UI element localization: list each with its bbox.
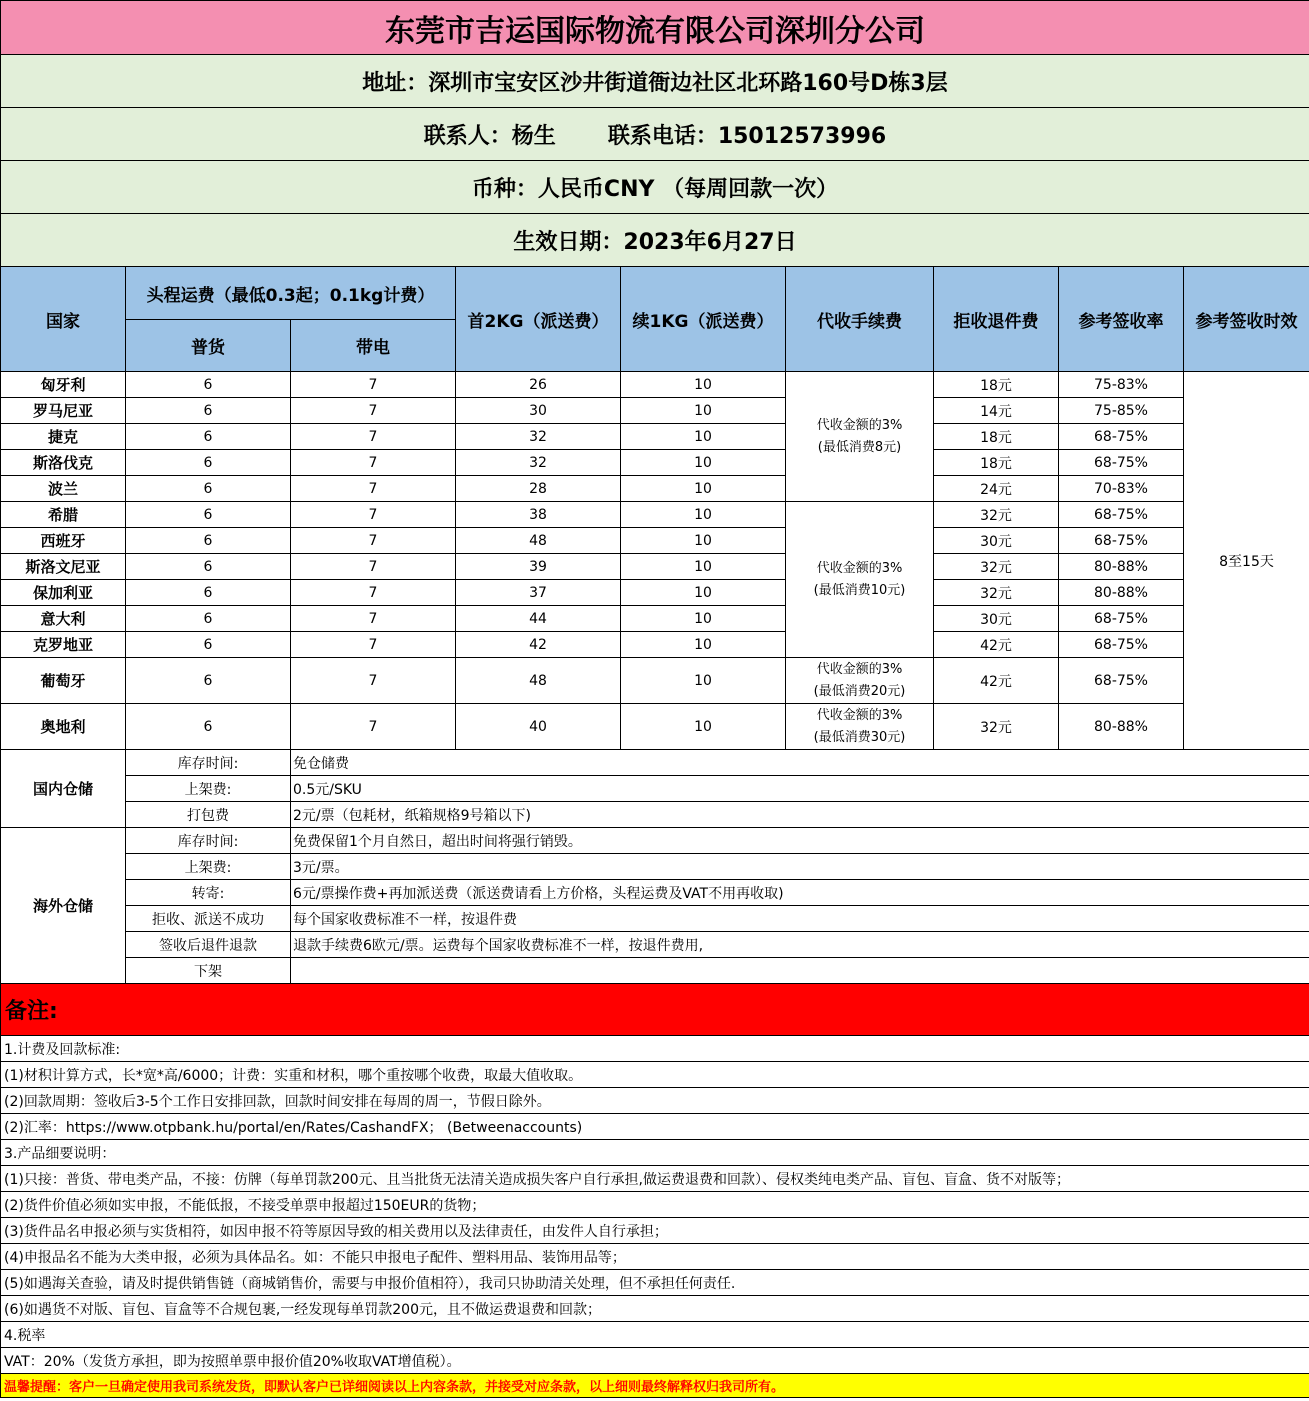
battery-cell: 7 [291, 704, 456, 750]
country-cell: 保加利亚 [1, 580, 126, 606]
return-fee-cell: 42元 [934, 658, 1059, 704]
price-row [1, 554, 1309, 580]
col-extra1kg: 续1KG（派送费） [621, 267, 786, 372]
note-line: VAT：20%（发货方承担，即为按照单票申报价值20%收取VAT增值税）。 [1, 1348, 1309, 1374]
battery-cell: 7 [291, 424, 456, 450]
cod-fee-line2: (最低消费10元) [813, 582, 906, 598]
cod-fee-cell [786, 658, 934, 704]
domestic-storage-label: 上架费: [126, 776, 291, 802]
battery-cell: 7 [291, 450, 456, 476]
price-row [1, 704, 1309, 750]
return-fee-cell: 30元 [934, 528, 1059, 554]
col-general: 普货 [126, 320, 291, 372]
note-row [1, 1218, 1309, 1244]
sign-rate-cell: 68-75% [1059, 528, 1184, 554]
general-cell: 6 [126, 528, 291, 554]
warning-row [1, 1374, 1309, 1398]
contact-phone: 联系电话：15012573996 [607, 123, 887, 149]
country-cell: 西班牙 [1, 528, 126, 554]
overseas-storage-label: 拒收、派送不成功 [126, 906, 291, 932]
first2kg-cell: 39 [456, 554, 621, 580]
general-cell: 6 [126, 632, 291, 658]
note-line: (5)如遇海关查验，请及时提供销售链（商城销售价，需要与申报价值相符），我司只协助清关处理，但不承担任何责任. [1, 1270, 1309, 1296]
sign-rate-cell: 75-85% [1059, 398, 1184, 424]
overseas-storage-row [1, 854, 1309, 880]
note-line: (2)汇率：https://www.otpbank.hu/portal/en/Rates/CashandFX； (Betweenaccounts) [1, 1114, 1309, 1140]
cod-fee-line1: 代收金额的3% [816, 707, 903, 723]
note-row [1, 1296, 1309, 1322]
col-first-leg: 头程运费（最低0.3起；0.1kg计费） [126, 267, 456, 320]
return-fee-cell: 30元 [934, 606, 1059, 632]
country-cell: 葡萄牙 [1, 658, 126, 704]
extra1kg-cell: 10 [621, 476, 786, 502]
overseas-storage-value: 6元/票操作费+再加派送费（派送费请看上方价格，头程运费及VAT不用再收取) [291, 880, 1309, 906]
cod-fee-cell [786, 704, 934, 750]
general-cell: 6 [126, 476, 291, 502]
sign-rate-cell: 68-75% [1059, 424, 1184, 450]
domestic-storage-row [1, 776, 1309, 802]
col-country: 国家 [1, 267, 126, 372]
domestic-storage-value: 0.5元/SKU [291, 776, 1309, 802]
battery-cell: 7 [291, 658, 456, 704]
first2kg-cell: 48 [456, 658, 621, 704]
price-row [1, 502, 1309, 528]
battery-cell: 7 [291, 372, 456, 398]
address: 地址：深圳市宝安区沙井街道衙边社区北环路160号D栋3层 [1, 55, 1309, 108]
overseas-storage-row [1, 958, 1309, 984]
domestic-storage-value: 2元/票（包耗材，纸箱规格9号箱以下) [291, 802, 1309, 828]
extra1kg-cell: 10 [621, 580, 786, 606]
battery-cell: 7 [291, 580, 456, 606]
price-row [1, 580, 1309, 606]
notes-title: 备注: [1, 984, 1309, 1036]
country-cell: 捷克 [1, 424, 126, 450]
contact-line [1, 108, 1309, 161]
price-row [1, 476, 1309, 502]
first2kg-cell: 26 [456, 372, 621, 398]
general-cell: 6 [126, 658, 291, 704]
battery-cell: 7 [291, 554, 456, 580]
price-row [1, 632, 1309, 658]
cod-fee-line1: 代收金额的3% [816, 661, 903, 677]
first2kg-cell: 48 [456, 528, 621, 554]
col-cod-fee: 代收手续费 [786, 267, 934, 372]
general-cell: 6 [126, 502, 291, 528]
overseas-storage-value: 退款手续费6欧元/票。运费每个国家收费标准不一样，按退件费用, [291, 932, 1309, 958]
note-line: 4.税率 [1, 1322, 1309, 1348]
domestic-storage-label: 打包费 [126, 802, 291, 828]
sign-rate-cell: 68-75% [1059, 502, 1184, 528]
battery-cell: 7 [291, 606, 456, 632]
note-row [1, 1088, 1309, 1114]
overseas-storage-row [1, 932, 1309, 958]
return-fee-cell: 42元 [934, 632, 1059, 658]
overseas-storage-label: 转寄: [126, 880, 291, 906]
col-sign-time: 参考签收时效 [1184, 267, 1309, 372]
extra1kg-cell: 10 [621, 704, 786, 750]
sign-rate-cell: 80-88% [1059, 580, 1184, 606]
col-sign-rate: 参考签收率 [1059, 267, 1184, 372]
extra1kg-cell: 10 [621, 398, 786, 424]
note-line: (2)货件价值必须如实申报，不能低报，不接受单票申报超过150EUR的货物； [1, 1192, 1309, 1218]
price-row [1, 606, 1309, 632]
first2kg-cell: 32 [456, 450, 621, 476]
first2kg-cell: 42 [456, 632, 621, 658]
return-fee-cell: 18元 [934, 372, 1059, 398]
domestic-storage-row [1, 750, 1309, 776]
sign-rate-cell: 70-83% [1059, 476, 1184, 502]
overseas-storage-label: 签收后退件退款 [126, 932, 291, 958]
first2kg-cell: 28 [456, 476, 621, 502]
return-fee-cell: 18元 [934, 450, 1059, 476]
country-cell: 波兰 [1, 476, 126, 502]
extra1kg-cell: 10 [621, 424, 786, 450]
domestic-storage-row [1, 802, 1309, 828]
note-row [1, 1140, 1309, 1166]
battery-cell: 7 [291, 476, 456, 502]
extra1kg-cell: 10 [621, 658, 786, 704]
price-row [1, 450, 1309, 476]
sign-rate-cell: 75-83% [1059, 372, 1184, 398]
note-line: 1.计费及回款标准: [1, 1036, 1309, 1062]
general-cell: 6 [126, 580, 291, 606]
cod-fee-line1: 代收金额的3% [816, 560, 903, 576]
overseas-storage-label: 下架 [126, 958, 291, 984]
overseas-storage-value: 每个国家收费标准不一样，按退件费 [291, 906, 1309, 932]
currency: 币种：人民币CNY （每周回款一次） [1, 161, 1309, 214]
return-fee-cell: 18元 [934, 424, 1059, 450]
col-first2kg: 首2KG（派送费） [456, 267, 621, 372]
battery-cell: 7 [291, 398, 456, 424]
overseas-storage-value: 3元/票。 [291, 854, 1309, 880]
return-fee-cell: 32元 [934, 704, 1059, 750]
country-cell: 克罗地亚 [1, 632, 126, 658]
general-cell: 6 [126, 704, 291, 750]
first2kg-cell: 38 [456, 502, 621, 528]
return-fee-cell: 24元 [934, 476, 1059, 502]
overseas-storage-value [291, 958, 1309, 984]
note-line: (4)申报品名不能为大类申报，必须为具体品名。如：不能只申报电子配件、塑料用品、装饰用品等； [1, 1244, 1309, 1270]
country-cell: 匈牙利 [1, 372, 126, 398]
note-row [1, 1192, 1309, 1218]
country-cell: 意大利 [1, 606, 126, 632]
general-cell: 6 [126, 372, 291, 398]
sign-rate-cell: 80-88% [1059, 704, 1184, 750]
overseas-storage-label: 库存时间: [126, 828, 291, 854]
note-row [1, 1062, 1309, 1088]
extra1kg-cell: 10 [621, 372, 786, 398]
overseas-storage-row [1, 828, 1309, 854]
country-cell: 希腊 [1, 502, 126, 528]
cod-fee-line1: 代收金额的3% [816, 417, 903, 433]
cod-fee-line2: (最低消费30元) [813, 729, 906, 745]
extra1kg-cell: 10 [621, 502, 786, 528]
overseas-storage-value: 免费保留1个月自然日，超出时间将强行销毁。 [291, 828, 1309, 854]
price-row [1, 658, 1309, 704]
notes-title-row [1, 984, 1309, 1036]
battery-cell: 7 [291, 632, 456, 658]
price-row [1, 528, 1309, 554]
sign-rate-cell: 80-88% [1059, 554, 1184, 580]
cod-fee-cell [786, 502, 934, 658]
overseas-storage-row [1, 880, 1309, 906]
sign-rate-cell: 68-75% [1059, 450, 1184, 476]
extra1kg-cell: 10 [621, 528, 786, 554]
cod-fee-line2: (最低消费8元) [817, 439, 902, 455]
note-row [1, 1348, 1309, 1374]
extra1kg-cell: 10 [621, 606, 786, 632]
warning-text: 温馨提醒：客户一旦确定使用我司系统发货，即默认客户已详细阅读以上内容条款，并接受对应条款，以上细则最终解释权归我司所有。 [1, 1374, 1309, 1398]
return-fee-cell: 32元 [934, 502, 1059, 528]
general-cell: 6 [126, 606, 291, 632]
note-line: (1)材积计算方式，长*宽*高/6000；计费：实重和材积，哪个重按哪个收费，取最大值收取。 [1, 1062, 1309, 1088]
note-line: (3)货件品名申报必须与实货相符，如因申报不符等原因导致的相关费用以及法律责任，由发件人自行承担； [1, 1218, 1309, 1244]
general-cell: 6 [126, 450, 291, 476]
sign-rate-cell: 68-75% [1059, 658, 1184, 704]
domestic-storage-title: 国内仓储 [1, 750, 126, 828]
overseas-storage-title: 海外仓储 [1, 828, 126, 984]
note-row [1, 1114, 1309, 1140]
general-cell: 6 [126, 554, 291, 580]
note-row [1, 1244, 1309, 1270]
overseas-storage-label: 上架费: [126, 854, 291, 880]
note-row [1, 1270, 1309, 1296]
sign-rate-cell: 68-75% [1059, 606, 1184, 632]
domestic-storage-value: 免仓储费 [291, 750, 1309, 776]
first2kg-cell: 40 [456, 704, 621, 750]
note-line: 3.产品细要说明： [1, 1140, 1309, 1166]
company-title: 东莞市吉运国际物流有限公司深圳分公司 [1, 1, 1309, 55]
first2kg-cell: 32 [456, 424, 621, 450]
return-fee-cell: 14元 [934, 398, 1059, 424]
battery-cell: 7 [291, 528, 456, 554]
extra1kg-cell: 10 [621, 450, 786, 476]
first2kg-cell: 37 [456, 580, 621, 606]
price-row [1, 372, 1309, 398]
overseas-storage-row [1, 906, 1309, 932]
cod-fee-cell [786, 372, 934, 502]
first2kg-cell: 44 [456, 606, 621, 632]
country-cell: 罗马尼亚 [1, 398, 126, 424]
note-row [1, 1166, 1309, 1192]
effective-date: 生效日期：2023年6月27日 [1, 214, 1309, 267]
first2kg-cell: 30 [456, 398, 621, 424]
note-line: (6)如遇货不对版、盲包、盲盒等不合规包裹,一经发现每单罚款200元，且不做运费退费和回款； [1, 1296, 1309, 1322]
cod-fee-line2: (最低消费20元) [813, 683, 906, 699]
note-line: (2)回款周期：签收后3-5个工作日安排回款，回款时间安排在每周的周一，节假日除外。 [1, 1088, 1309, 1114]
country-cell: 斯洛文尼亚 [1, 554, 126, 580]
extra1kg-cell: 10 [621, 632, 786, 658]
price-row [1, 424, 1309, 450]
return-fee-cell: 32元 [934, 554, 1059, 580]
price-row [1, 398, 1309, 424]
col-battery: 带电 [291, 320, 456, 372]
extra1kg-cell: 10 [621, 554, 786, 580]
note-row [1, 1322, 1309, 1348]
general-cell: 6 [126, 398, 291, 424]
note-row [1, 1036, 1309, 1062]
country-cell: 斯洛伐克 [1, 450, 126, 476]
general-cell: 6 [126, 424, 291, 450]
note-line: (1)只接：普货、带电类产品，不接：仿牌（每单罚款200元、且当批货无法清关造成损失客户自行承担,做运费退费和回款）、侵权类纯电类产品、盲包、盲盒、货不对版等； [1, 1166, 1309, 1192]
sign-rate-cell: 68-75% [1059, 632, 1184, 658]
contact-person: 联系人：杨生 [423, 123, 556, 149]
domestic-storage-label: 库存时间: [126, 750, 291, 776]
sign-time-cell: 8至15天 [1184, 372, 1309, 750]
battery-cell: 7 [291, 502, 456, 528]
country-cell: 奥地利 [1, 704, 126, 750]
return-fee-cell: 32元 [934, 580, 1059, 606]
col-return-fee: 拒收退件费 [934, 267, 1059, 372]
